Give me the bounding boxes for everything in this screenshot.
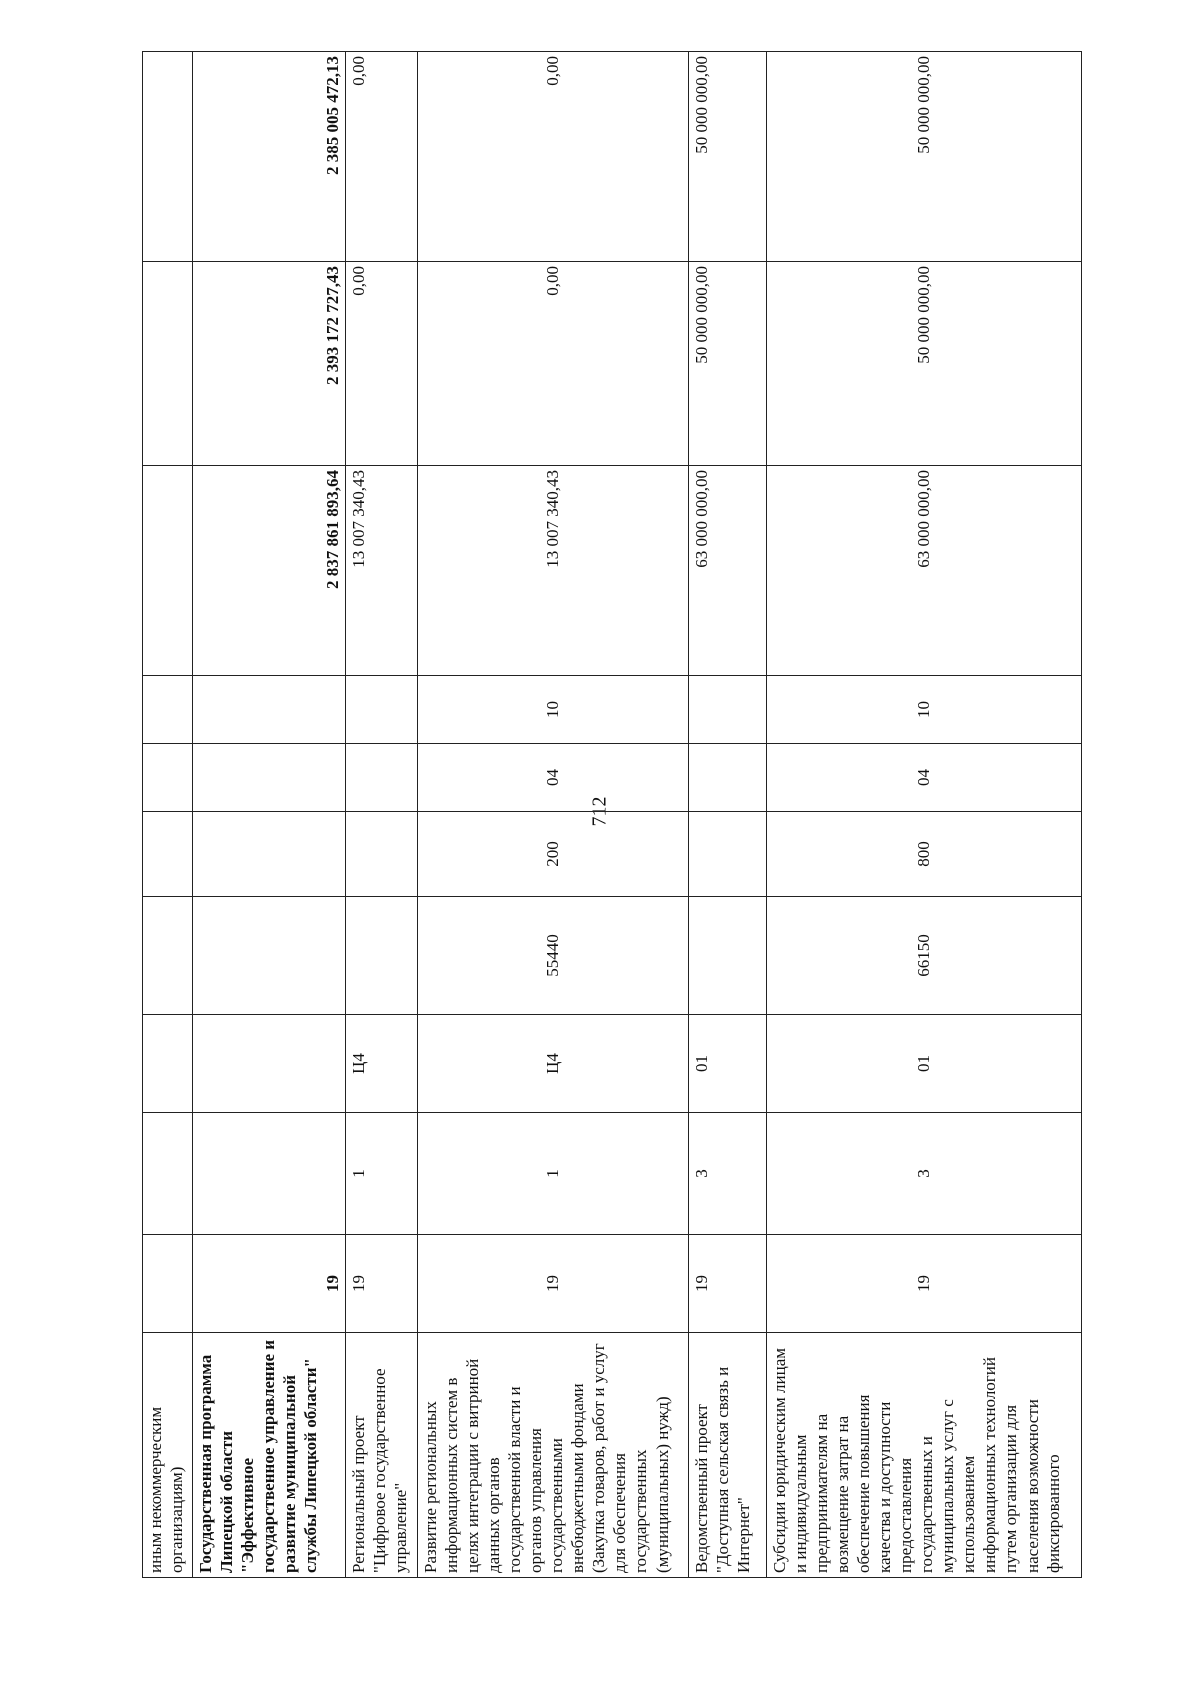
row-name-cell: Региональный проект "Цифровое государственное управление" bbox=[345, 1333, 417, 1578]
amount-year2-cell: 50 000 000,00 bbox=[766, 262, 1081, 466]
amount-year3-cell: 50 000 000,00 bbox=[766, 52, 1081, 262]
section-code-cell: 04 bbox=[417, 744, 688, 812]
subprogram-code-cell: 1 bbox=[417, 1113, 688, 1235]
expense-type-cell bbox=[345, 812, 417, 897]
page-number: 712 bbox=[588, 796, 611, 827]
program-code-cell: 19 bbox=[688, 1235, 766, 1333]
project-code-cell: Ц4 bbox=[417, 1015, 688, 1113]
row-name-cell: иным некоммерческим организациям) bbox=[143, 1333, 193, 1578]
subsection-code-cell bbox=[192, 676, 345, 744]
budget-table-container bbox=[142, 52, 1082, 1578]
subsection-code-cell: 10 bbox=[766, 676, 1081, 744]
subprogram-code-cell: 1 bbox=[345, 1113, 417, 1235]
subprogram-code-cell bbox=[192, 1113, 345, 1235]
amount-year1-cell: 13 007 340,43 bbox=[345, 466, 417, 676]
project-code-cell: 01 bbox=[688, 1015, 766, 1113]
table-row bbox=[192, 52, 345, 1578]
subprogram-code-cell bbox=[143, 1113, 193, 1235]
amount-year3-cell: 50 000 000,00 bbox=[688, 52, 766, 262]
project-code-cell: Ц4 bbox=[345, 1015, 417, 1113]
expense-type-cell bbox=[192, 812, 345, 897]
table-row bbox=[143, 52, 193, 1578]
amount-year2-cell: 0,00 bbox=[417, 262, 688, 466]
table-row bbox=[417, 52, 688, 1578]
subsection-code-cell bbox=[345, 676, 417, 744]
project-code-cell: 01 bbox=[766, 1015, 1081, 1113]
subsection-code-cell bbox=[688, 676, 766, 744]
amount-year2-cell bbox=[143, 262, 193, 466]
subprogram-code-cell: 3 bbox=[766, 1113, 1081, 1235]
subsection-code-cell: 10 bbox=[417, 676, 688, 744]
budget-table bbox=[142, 51, 1082, 1578]
section-code-cell bbox=[688, 744, 766, 812]
direction-code-cell: 66150 bbox=[766, 897, 1081, 1015]
amount-year1-cell: 2 837 861 893,64 bbox=[192, 466, 345, 676]
section-code-cell bbox=[192, 744, 345, 812]
project-code-cell bbox=[143, 1015, 193, 1113]
direction-code-cell bbox=[688, 897, 766, 1015]
amount-year1-cell bbox=[143, 466, 193, 676]
program-code-cell: 19 bbox=[345, 1235, 417, 1333]
amount-year2-cell: 0,00 bbox=[345, 262, 417, 466]
amount-year2-cell: 50 000 000,00 bbox=[688, 262, 766, 466]
program-code-cell bbox=[143, 1235, 193, 1333]
amount-year3-cell: 0,00 bbox=[417, 52, 688, 262]
expense-type-cell bbox=[688, 812, 766, 897]
project-code-cell bbox=[192, 1015, 345, 1113]
amount-year1-cell: 13 007 340,43 bbox=[417, 466, 688, 676]
expense-type-cell: 800 bbox=[766, 812, 1081, 897]
program-code-cell: 19 bbox=[417, 1235, 688, 1333]
expense-type-cell: 200 bbox=[417, 812, 688, 897]
program-code-cell: 19 bbox=[766, 1235, 1081, 1333]
subprogram-code-cell: 3 bbox=[688, 1113, 766, 1235]
section-code-cell: 04 bbox=[766, 744, 1081, 812]
direction-code-cell: 55440 bbox=[417, 897, 688, 1015]
amount-year2-cell: 2 393 172 727,43 bbox=[192, 262, 345, 466]
program-code-cell: 19 bbox=[192, 1235, 345, 1333]
table-row bbox=[688, 52, 766, 1578]
amount-year3-cell: 0,00 bbox=[345, 52, 417, 262]
direction-code-cell bbox=[345, 897, 417, 1015]
row-name-cell: Субсидии юридическим лицам и индивидуальным предпринимателям на возмещение затрат на обеспечение повышения качества и доступности предоставления государственных и муниципальных услуг с использованием информационных технологий путем организации для населения возможности фиксированного bbox=[766, 1333, 1081, 1578]
amount-year3-cell: 2 385 005 472,13 bbox=[192, 52, 345, 262]
row-name-cell: Ведомственный проект "Доступная сельская связь и Интернет" bbox=[688, 1333, 766, 1578]
amount-year1-cell: 63 000 000,00 bbox=[766, 466, 1081, 676]
row-name-cell: Государственная программа Липецкой области "Эффективное государственное управление и развитие муниципальной службы Липецкой области" bbox=[192, 1333, 345, 1578]
direction-code-cell bbox=[143, 897, 193, 1015]
amount-year3-cell bbox=[143, 52, 193, 262]
section-code-cell bbox=[345, 744, 417, 812]
direction-code-cell bbox=[192, 897, 345, 1015]
subsection-code-cell bbox=[143, 676, 193, 744]
table-row bbox=[766, 52, 1081, 1578]
table-row bbox=[345, 52, 417, 1578]
amount-year1-cell: 63 000 000,00 bbox=[688, 466, 766, 676]
section-code-cell bbox=[143, 744, 193, 812]
expense-type-cell bbox=[143, 812, 193, 897]
row-name-cell: Развитие региональных информационных систем в целях интеграции с витриной данных органов государственной власти и органов управления государственными внебюджетными фондами (Закупка товаров, работ и услуг для обеспечения государственных (муниципальных) нужд) bbox=[417, 1333, 688, 1578]
